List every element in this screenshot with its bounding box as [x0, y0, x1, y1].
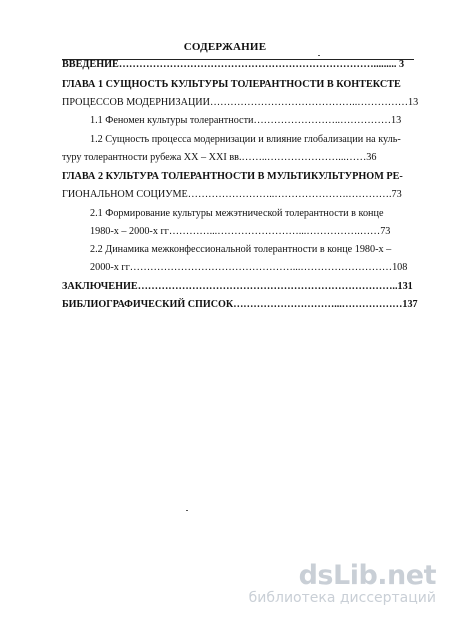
toc-entry-conclusion: ЗАКЛЮЧЕНИЕ…………………………………………………………………..131 — [62, 281, 413, 292]
toc-entry-section-2-1-cont: 1980-х – 2000-х гг…………...……………………...…………….……73 — [90, 226, 391, 237]
toc-entry-chapter-1: ГЛАВА 1 СУЩНОСТЬ КУЛЬТУРЫ ТОЛЕРАНТНОСТИ В КОНТЕКСТЕ — [62, 79, 401, 90]
toc-entry-section-2-2: 2.2 Динамика межконфессиональной толерантности в конце 1980-х – — [90, 244, 392, 255]
toc-entry-introduction: ВВЕДЕНИЕ…………………………………………………………………......... 3 — [62, 59, 405, 70]
toc-entry-section-1-2: 1.2 Сущность процесса модернизации и влияние глобализации на куль- — [90, 134, 401, 145]
toc-entry-section-1-1: 1.1 Феномен культуры толерантности……………………..……………13 — [90, 115, 402, 126]
toc-entry-section-2-1: 2.1 Формирование культуры межэтнической толерантности в конце — [90, 208, 384, 219]
toc-entry-section-2-2-cont: 2000-х гг…………………………………………...………………………108 — [90, 262, 408, 273]
watermark — [249, 562, 436, 606]
scan-speck — [186, 510, 188, 511]
watermark-subtitle: библиотека диссертаций — [248, 590, 436, 606]
toc-entry-chapter-2-cont: ГИОНАЛЬНОМ СОЦИУМЕ……………………..………………….………….73 — [62, 189, 402, 200]
scan-speck — [318, 55, 320, 56]
toc-entry-bibliography: БИБЛИОГРАФИЧЕСКИЙ СПИСОК…………………………...………………137 — [62, 299, 418, 310]
toc-entry-section-1-2-cont: туру толерантности рубежа XX – XXI вв.……..…………………...……36 — [62, 152, 377, 163]
watermark-brand: dsLib.net — [298, 560, 436, 591]
toc-entry-chapter-2: ГЛАВА 2 КУЛЬТУРА ТОЛЕРАНТНОСТИ В МУЛЬТИКУЛЬТУРНОМ РЕ- — [62, 171, 403, 182]
toc-entry-chapter-1-cont: ПРОЦЕССОВ МОДЕРНИЗАЦИИ……………………………………..……………13 — [62, 97, 419, 108]
toc-title: СОДЕРЖАНИЕ — [183, 41, 267, 53]
